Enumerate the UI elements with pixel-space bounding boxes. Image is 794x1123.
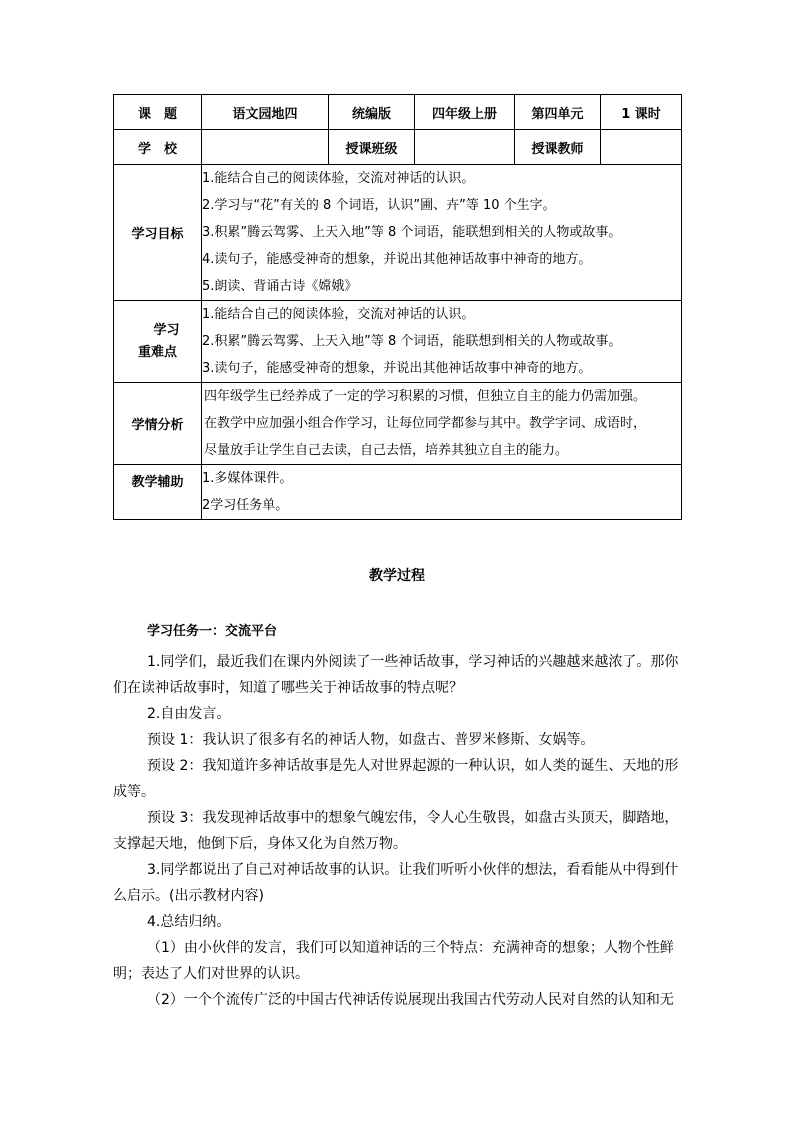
- paragraph: 支撑起天地，他倒下后，身体又化为自然万物。: [113, 836, 407, 852]
- goals-label: 学习目标: [114, 165, 202, 301]
- goal-item: 1.能结合自己的阅读体验，交流对神话的认识。: [202, 171, 475, 186]
- paragraph: 们在读神话故事时，知道了哪些关于神话故事的特点呢？: [113, 680, 463, 696]
- class-value: [415, 130, 515, 165]
- key-points-label-line2: 重难点: [137, 344, 177, 360]
- goal-item: 4.读句子，能感受神奇的想象，并说出其他神话故事中神奇的地方。: [202, 252, 592, 267]
- analysis-label: 学情分析: [114, 383, 202, 465]
- unit: 第四单元: [515, 95, 601, 130]
- teacher-value: [601, 130, 682, 165]
- task1-section: [113, 619, 681, 1013]
- key-points-label-line1: 学习: [153, 322, 180, 338]
- paragraph: 成等。: [113, 784, 155, 800]
- key-point-item: 1.能结合自己的阅读体验，交流对神话的认识。: [202, 307, 475, 322]
- paragraph: 预设 2：我知道许多神话故事是先人对世界起源的一种认识，如人类的诞生、天地的形: [147, 758, 679, 774]
- analysis-line: 尽量放手让学生自己去读，自己去悟，培养其独立自主的能力。: [204, 443, 569, 458]
- grade: 四年级上册: [415, 95, 515, 130]
- key-points-list: [202, 301, 682, 383]
- paragraph: 2.自由发言。: [147, 706, 231, 722]
- class-hours: 1 课时: [601, 95, 682, 130]
- school-label: 学 校: [114, 130, 202, 165]
- key-points-label: [114, 301, 202, 383]
- analysis-line: 四年级学生已经养成了一定的学习积累的习惯，但独立自主的能力仍需加强。: [204, 389, 647, 404]
- aid-item: 2学习任务单。: [202, 498, 289, 513]
- edition: 统编版: [329, 95, 415, 130]
- task1-title: 学习任务一：交流平台: [147, 624, 278, 639]
- goal-item: 3.积累”腾云驾雾、上天入地”等 8 个词语，能联想到相关的人物或故事。: [202, 225, 622, 240]
- aid-item: 1.多媒体课件。: [202, 471, 293, 486]
- key-point-item: 2.积累”腾云驾雾、上天入地”等 8 个词语，能联想到相关的人物或故事。: [202, 334, 622, 349]
- course-label: 课 题: [114, 95, 202, 130]
- goal-item: 2.学习与“花”有关的 8 个词语，认识”圃、卉”等 10 个生字。: [202, 198, 556, 213]
- teacher-label: 授课教师: [515, 130, 601, 165]
- process-title: 教学过程: [369, 568, 425, 584]
- aids-list: [202, 465, 682, 520]
- paragraph: 4.总结归纳。: [147, 914, 231, 930]
- paragraph: 么启示。(出示教材内容): [113, 888, 264, 904]
- paragraph: （2）一个个流传广泛的中国古代神话传说展现出我国古代劳动人民对自然的认知和无: [147, 992, 674, 1008]
- paragraph: （1）由小伙伴的发言，我们可以知道神话的三个特点：充满神奇的想象；人物个性鲜: [147, 940, 674, 956]
- goals-list: [202, 165, 682, 301]
- course-name: 语文园地四: [202, 95, 329, 130]
- key-point-item: 3.读句子，能感受神奇的想象，并说出其他神话故事中神奇的地方。: [202, 361, 592, 376]
- school-value: [202, 130, 329, 165]
- analysis-line: 在教学中应加强小组合作学习，让每位同学都参与其中。教学字词、成语时，: [204, 416, 647, 431]
- paragraph: 1.同学们，最近我们在课内外阅读了一些神话故事，学习神话的兴趣越来越浓了。那你: [147, 654, 679, 670]
- paragraph: 3.同学都说出了自己对神话故事的认识。让我们听听小伙伴的想法，看看能从中得到什: [147, 862, 679, 878]
- goal-item: 5.朗读、背诵古诗《嫦娥》: [202, 279, 358, 294]
- lesson-info-table: [113, 94, 682, 520]
- paragraph: 预设 3：我发现神话故事中的想象气魄宏伟，令人心生敬畏，如盘古头顶天，脚踏地，: [147, 810, 679, 826]
- paragraph: 明；表达了人们对世界的认识。: [113, 966, 309, 982]
- paragraph: 预设 1：我认识了很多有名的神话人物，如盘古、普罗米修斯、女娲等。: [147, 732, 595, 748]
- aids-label: 教学辅助: [114, 465, 202, 520]
- analysis-text: [202, 383, 682, 465]
- class-label: 授课班级: [329, 130, 415, 165]
